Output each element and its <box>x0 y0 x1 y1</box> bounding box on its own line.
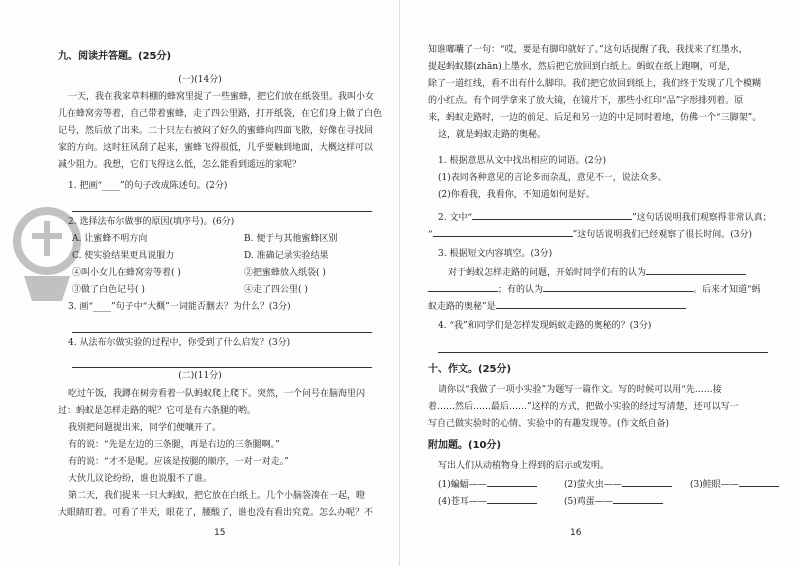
r-q3-b: ；有的认为 <box>498 285 544 295</box>
r-q3-d: 蚁走路的奥秘”是 <box>428 302 496 312</box>
answer-blank[interactable] <box>428 282 498 292</box>
answer-blank[interactable] <box>433 227 573 237</box>
choice-item[interactable]: ④叫小女儿在蜂窝旁等着( ) <box>72 268 181 278</box>
passage2-cont-line: 的小红点。有个同学拿来了放大镜，在镜片下，那些小红印“品”字形排列着。原 <box>428 96 744 106</box>
passage2-line: 我别把问题提出来，同学们便嚷开了。 <box>68 423 222 433</box>
passage2-line: 吃过午饭，我蹲在树旁看着一队蚂蚁爬上爬下。突然，一个问号在脑海里闪 <box>68 389 366 399</box>
bonus-item <box>564 494 663 508</box>
passage1-line: 一天，我在我家草料棚的蜂窝里捉了一些蜜蜂，把它们放在纸袋里。我叫小女 <box>68 92 375 102</box>
r-question-3-line <box>428 299 686 313</box>
bonus-label: (4)苍耳—— <box>438 497 487 507</box>
r-question-1b: (2)你看我，我看你，不知道如何是好。 <box>438 190 595 200</box>
passage1-line: 记号，然后放了出来。二十只左右被闷了好久的蜜蜂向四面飞散，好像在寻找回 <box>58 126 374 136</box>
choice-item[interactable]: ②把蜜蜂放入纸袋( ) <box>244 268 326 278</box>
passage2-line: 有的说：“先是左边的三条腿，再是右边的三条腿啊。” <box>68 440 280 450</box>
bonus-item <box>438 477 537 491</box>
question-2: 2. 选择法布尔做事的原因(填序号)。(6分) <box>68 217 235 227</box>
answer-blank[interactable] <box>496 299 686 309</box>
option-b: B. 便于与其他蜜蜂区别 <box>244 234 338 244</box>
passage2-cont-line: 除了一道红线，看不出有什么脚印。我们把它放回到纸上，我们终于发现了几个模糊 <box>428 79 762 89</box>
r-q2-prefix: 2. 文中“ <box>438 213 473 223</box>
passage2-cont-line: 提起蚂蚁膝(zhān)上墨水，然后把它放回到白纸上。蚂蚁在纸上跑啊，可是， <box>428 62 736 72</box>
bonus-label: (5)鸡蛋—— <box>564 497 613 507</box>
answer-blank[interactable] <box>613 494 663 504</box>
option-c: C. 使实验结果更具说服力 <box>72 251 175 261</box>
bonus-intro: 写出人们从动植物身上得到的启示或发明。 <box>438 461 610 471</box>
bonus-item <box>690 477 779 491</box>
passage2-line: 大眼睛盯着。可看了半天，眼花了，腰酸了，谁也没有看出究竟。怎么办呢？不 <box>58 508 374 518</box>
passage2-cont-line: 知谁嘟囔了一句：“哎，要是有脚印就好了。”这句话提醒了我，我找来了红墨水， <box>428 45 748 55</box>
bonus-label: (3)鲑眼—— <box>690 480 739 490</box>
passage2-line: 第二天，我们捉来一只大蚂蚁，把它放在白纸上。几个小脑袋凑在一起，瞪 <box>68 491 366 501</box>
composition-line: 着……然后……最后……”这样的方式，把做小实验的经过写清楚，还可以写一 <box>428 402 739 412</box>
page-number: 15 <box>214 528 226 538</box>
r-question-1: 1. 根据意思从文中找出相应的词语。(2分) <box>438 156 607 166</box>
question-1: 1. 把画“____”的句子改成陈述句。(2分) <box>68 181 228 191</box>
answer-blank[interactable] <box>487 494 537 504</box>
passage2-title: (二)(11分) <box>178 371 222 381</box>
r-q3-c: 。后来才知道“蚂 <box>693 285 761 295</box>
choice-item[interactable]: ③做了白色记号( ) <box>72 285 145 295</box>
question-3: 3. 画“____”句子中“大概”一词能否删去？为什么？(3分) <box>68 302 291 312</box>
r-question-3-line <box>428 282 761 296</box>
option-d: D. 准确记录实验结果 <box>244 251 329 261</box>
bonus-label: (1)蝙蝠—— <box>438 480 487 490</box>
bonus-label: (2)萤火虫—— <box>564 480 622 490</box>
r-question-1a: (1)表同各种意见的言论多而杂乱，意见不一，说法众多。 <box>438 173 667 183</box>
option-a: A. 让蜜蜂不明方向 <box>72 234 148 244</box>
r-question-4: 4. “我”和同学们是怎样发现蚂蚁走路的奥秘的？(3分) <box>438 321 652 331</box>
bonus-item <box>564 477 672 491</box>
passage1-title: (一)(14分) <box>178 75 222 85</box>
answer-blank[interactable] <box>646 265 746 275</box>
answer-line[interactable] <box>438 343 768 353</box>
r-question-3-line <box>448 265 746 279</box>
r-q2-quote: “ <box>428 230 433 240</box>
passage1-line: 儿在蜂窝旁等着，自己带着蜜蜂，走了四公里路，打开纸袋，在它们身上做了白色 <box>58 109 383 119</box>
passage2-line: 大伙儿议论纷纷，谁也说服不了谁。 <box>68 474 213 484</box>
question-4: 4. 从法布尔做实验的过程中，你受到了什么启发？(3分) <box>68 338 291 348</box>
composition-line: 写自己做实验时的心情、实验中的有趣发现等。(作文纸自备) <box>428 419 670 429</box>
answer-blank[interactable] <box>487 477 537 487</box>
answer-line[interactable] <box>72 202 372 212</box>
answer-blank[interactable] <box>739 477 779 487</box>
passage2-line: 过：蚂蚁是怎样走路的呢？它可是有六条腿的哟。 <box>58 406 257 416</box>
choice-item[interactable]: ④走了四公里( ) <box>244 285 308 295</box>
passage1-line: 家的方向。这时狂风刮了起来，蜜蜂飞得很低，几乎要触到地面，大概这样可以 <box>58 143 374 153</box>
answer-blank[interactable] <box>472 210 632 220</box>
page-number: 16 <box>570 528 582 538</box>
bonus-title: 附加题。(10分) <box>428 440 502 451</box>
answer-blank[interactable] <box>622 477 672 487</box>
bonus-item <box>438 494 537 508</box>
answer-line[interactable] <box>72 323 372 333</box>
r-q2-end: ”这句话说明我们已经观察了很长时间。(3分) <box>572 230 752 240</box>
passage1-line: 减少阻力。我想，它们飞得这么低，怎么能看到遥远的家呢？ <box>58 160 302 170</box>
r-q2-suffix: ”这句话说明我们观察得非常认真； <box>632 213 772 223</box>
r-question-3: 3. 根据短文内容填空。(3分) <box>438 249 553 259</box>
passage2-line: 有的说：“才不是呢。应该是按腿的顺序，一对一对走。” <box>68 457 289 467</box>
passage2-cont-line: 来，蚂蚁走路时，一边的前足、后足和另一边的中足同时着地，仿佛一个“三脚架”。 <box>428 113 762 123</box>
r-q3-a: 对于蚂蚁怎样走路的问题，开始时同学们有的认为 <box>448 268 647 278</box>
composition-line: 请你以“我做了一项小实验”为题写一篇作文。写的时候可以用“先……接 <box>438 385 722 395</box>
stamp-watermark-icon <box>12 196 82 306</box>
r-question-2 <box>438 210 772 224</box>
right-page <box>400 0 800 566</box>
composition-title: 十、作文。(25分) <box>428 364 512 375</box>
section-title: 九、阅读并答题。(25分) <box>58 51 172 62</box>
answer-blank[interactable] <box>543 282 693 292</box>
answer-line[interactable] <box>72 358 372 368</box>
r-question-2-cont <box>428 227 752 241</box>
passage2-cont-line: 这，就是蚂蚁走路的奥秘。 <box>438 130 547 140</box>
